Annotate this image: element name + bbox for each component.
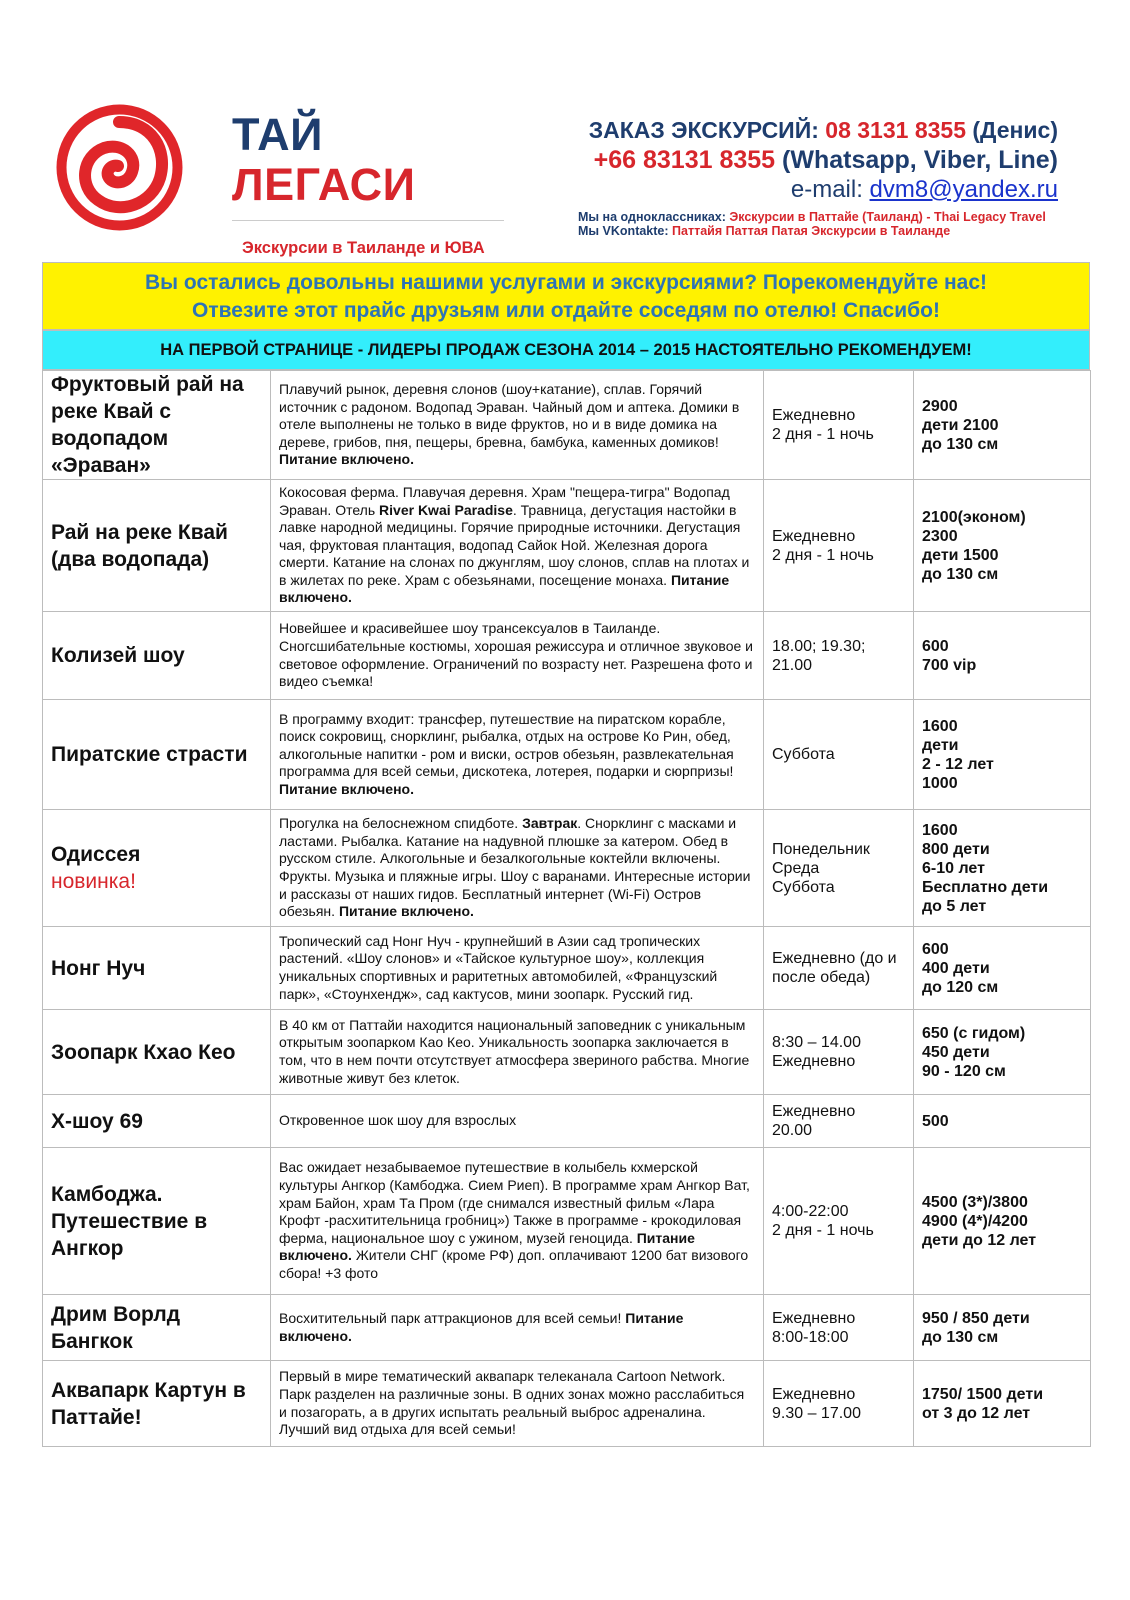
desc-pre: Прогулка на белоснежном спидботе.: [279, 815, 519, 832]
odnoklassniki-line: [578, 210, 1046, 224]
table-row: [43, 1095, 1091, 1148]
intl-phone-line: [538, 144, 1058, 176]
desc-text: Тропический сад Нонг Нуч - крупнейший в Азии сад тропических растений. «Шоу слонов» и «Тайское культурное шоу», коллекция уникальных спортивных и раритетных автомобилей, «Французский парк», «Стоунхендж», сад кактусов, мини зоопарк. Русский гид.: [279, 932, 718, 1002]
tour-description: [271, 700, 764, 810]
desc-bold: Питание включено.: [338, 903, 474, 920]
tour-price: 4500 (3*)/3800 4900 (4*)/4200 дети до 12 лет: [914, 1148, 1091, 1295]
desc-bold: Питание включено.: [279, 1309, 684, 1344]
bestsellers-banner: НА ПЕРВОЙ СТРАНИЦЕ - ЛИДЕРЫ ПРОДАЖ СЕЗОНА 2014 – 2015 НАСТОЯТЕЛЬНО РЕКОМЕНДУЕМ!: [42, 330, 1090, 370]
tour-name: [43, 810, 271, 927]
tour-schedule: Суббота: [764, 700, 914, 810]
tour-price: 1600 800 дети 6-10 лет Бесплатно дети до 5 лет: [914, 810, 1091, 927]
tour-schedule: Понедельник Среда Суббота: [764, 810, 914, 927]
recommend-line-1: Вы остались довольны нашими услугами и экскурсиями? Порекомендуйте нас!: [145, 271, 987, 294]
tour-price: 1600 дети 2 - 12 лет 1000: [914, 700, 1091, 810]
recommend-line-2: Отвезите этот прайс друзьям или отдайте соседям по отелю! Спасибо!: [192, 299, 940, 322]
order-line: [538, 116, 1058, 144]
vkontakte-line: [578, 224, 1046, 238]
table-row: [43, 480, 1091, 612]
email-label: e-mail:: [790, 176, 863, 203]
tour-description: [271, 371, 764, 480]
brand-subtitle: Экскурсии в Таиланде и ЮВА: [242, 239, 485, 257]
tour-schedule: Ежедневно 20.00: [764, 1095, 914, 1148]
brand-block: [232, 110, 512, 258]
tour-description: [271, 810, 764, 927]
desc-mid-bold: Завтрак: [522, 815, 578, 832]
recommend-banner: [42, 262, 1090, 330]
desc-text: В программу входит: трансфер, путешествие на пиратском корабле, поиск сокровищ, снорклинг, рыбалка, отдых на острове Ко Рин, обед, алкогольные напитки - ром и виски, остров обезьян, развлекательная программа для всей семьи, дискотека, лотерея, подарки и сюрпризы!: [279, 710, 734, 780]
ok-link[interactable]: Экскурсии в Паттайе (Таиланд) - Thai Legacy Travel: [729, 210, 1046, 224]
tour-schedule: 18.00; 19.30; 21.00: [764, 612, 914, 700]
order-phone[interactable]: 08 3131 8355: [825, 117, 966, 143]
tour-schedule: 8:30 – 14.00 Ежедневно: [764, 1010, 914, 1095]
desc-post: Жители СНГ (кроме РФ) доп. оплачивают 1200 бат визового сбора! +3 фото: [279, 1247, 749, 1281]
desc-text: В 40 км от Паттайи находится национальный заповедник с уникальным открытым зоопарком Као Кео. Уникальность зоопарка заключается в том, что в нем почти отсутствует атмосфера звериного рабства. Многие животные живут без клеток.: [279, 1016, 750, 1086]
email-link[interactable]: dvm8@yandex.ru: [869, 176, 1058, 203]
intl-phone[interactable]: +66 83131 8355: [593, 146, 776, 174]
vk-label: Мы VKontakte:: [578, 224, 669, 238]
tour-name: Зоопарк Кхао Кео: [43, 1010, 271, 1095]
desc-mid-bold: River Kwai Paradise: [379, 501, 513, 518]
desc-bold: Питание включено.: [279, 571, 730, 606]
tour-description: [271, 1295, 764, 1361]
brand-name: [232, 110, 512, 210]
tour-name: Фруктовый рай на реке Квай с водопадом «Эраван»: [43, 371, 271, 480]
tour-price: 2100(эконом) 2300 дети 1500 до 130 см: [914, 480, 1091, 612]
tour-name: Х-шоу 69: [43, 1095, 271, 1148]
desc-bold: Питание включено.: [279, 1229, 695, 1264]
desc-bold: Питание включено.: [279, 780, 414, 797]
spiral-logo-icon: [52, 100, 187, 235]
tour-name: Колизей шоу: [43, 612, 271, 700]
table-row: [43, 612, 1091, 700]
tour-name: Нонг Нуч: [43, 927, 271, 1010]
tour-name: Пиратские страсти: [43, 700, 271, 810]
tour-schedule: Ежедневно (до и после обеда): [764, 927, 914, 1010]
table-row: [43, 371, 1091, 480]
tour-schedule: 4:00-22:00 2 дня - 1 ночь: [764, 1148, 914, 1295]
brand-name-part2: ЛЕГАСИ: [232, 159, 416, 210]
ok-label: Мы на одноклассниках:: [578, 210, 726, 224]
desc-text: . Снорклинг с масками и ластами. Рыбалка. Катание на надувной плюшке за катером. Обед в русском стиле. Алкогольные и безалкогольные коктейли включены. Фрукты. Музыка и пляжные игры. Шоу с варанами. Интересные истории и рассказы от наших гидов. Бесплатный интернет (Wi-Fi) Остров обезьян.: [279, 815, 751, 920]
desc-text: Восхитительный парк аттракционов для всей семьи!: [279, 1309, 622, 1326]
tour-price: 650 (с гидом) 450 дети 90 - 120 см: [914, 1010, 1091, 1095]
order-person: (Денис): [972, 117, 1058, 143]
desc-text: Откровенное шок шоу для взрослых: [279, 1112, 517, 1129]
new-badge: новинка!: [51, 870, 136, 893]
tour-description: [271, 927, 764, 1010]
tour-name-text: Одиссея: [51, 843, 141, 866]
desc-text: Новейшее и красивейшее шоу трансексуалов в Таиланде. Сногсшибательные костюмы, хорошая режиссура и отличное звуковое и световое оформление. Ограничений по возрасту нет. Разрешена фото и видео съемка!: [279, 620, 753, 690]
tour-schedule: Ежедневно 8:00-18:00: [764, 1295, 914, 1361]
order-label: ЗАКАЗ ЭКСКУРСИЙ:: [588, 117, 819, 143]
tour-description: [271, 1361, 764, 1447]
tour-schedule: Ежедневно 9.30 – 17.00: [764, 1361, 914, 1447]
brand-name-part1: ТАЙ: [232, 109, 323, 160]
tour-description: [271, 1095, 764, 1148]
social-links: [578, 210, 1046, 238]
table-row: [43, 1148, 1091, 1295]
desc-text: Плавучий рынок, деревня слонов (шоу+катание), сплав. Горячий источник с радоном. Водопад Эраван. Чайный дом и аптека. Домики в отеле выполнены не только в виде фруктов, но и в виде домика на дереве, грибов, пня, пещеры, бревна, бамбука, каменных домиков!: [279, 381, 740, 450]
tour-schedule: Ежедневно 2 дня - 1 ночь: [764, 371, 914, 480]
tours-table: [42, 370, 1091, 1447]
tour-price: 2900 дети 2100 до 130 см: [914, 371, 1091, 480]
table-row: [43, 700, 1091, 810]
tour-description: [271, 612, 764, 700]
tour-description: [271, 480, 764, 612]
tour-price: 950 / 850 дети до 130 см: [914, 1295, 1091, 1361]
email-line: [538, 176, 1058, 204]
table-row: [43, 1295, 1091, 1361]
tour-price: 600 700 vip: [914, 612, 1091, 700]
desc-text: . Травница, дегустация настойки в лавке народной медицины. Горячие природные источники. Дегустация чая, фруктовая плантация, водопад Сайок Ной. Железная дорога смерти. Катание на слонах по джунглям, шоу слонов, сплав на плотах и в жилетах по реке. Храм с обезьянами, посещение монаха.: [279, 501, 750, 588]
tour-name: Рай на реке Квай (два водопада): [43, 480, 271, 612]
tour-price: 600 400 дети до 120 см: [914, 927, 1091, 1010]
desc-text: Первый в мире тематический аквапарк телеканала Cartoon Network. Парк разделен на различные зоны. В одних зонах можно расслабиться и позагорать, а в других испытать реальный выброс адреналина. Лучший вид отдыха для всей семьи!: [279, 1368, 745, 1438]
contacts-block: [538, 116, 1058, 204]
tour-schedule: Ежедневно 2 дня - 1 ночь: [764, 480, 914, 612]
desc-pre: Кокосовая ферма. Плавучая деревня. Храм "пещера-тигра" Водопад Эраван. Отель: [279, 483, 730, 518]
tour-price: 1750/ 1500 дети от 3 до 12 лет: [914, 1361, 1091, 1447]
tour-name: Дрим Ворлд Бангкок: [43, 1295, 271, 1361]
tour-description: [271, 1148, 764, 1295]
tour-price: 500: [914, 1095, 1091, 1148]
desc-text: Вас ожидает незабываемое путешествие в колыбель кхмерской культуры Ангкор (Камбоджа. Сием Риеп). В программе храм Ангкор Ват, храм Байон, храм Та Пром (где снимался известный фильм «Лара Крофт -расхитительница гробниц») Также в программе - крокодиловая ферма, национальное шоу с ужином, музей геноцида.: [279, 1159, 750, 1246]
vk-link[interactable]: Паттайя Паттая Патая Экскурсии в Таиланде: [672, 224, 951, 238]
table-row: [43, 810, 1091, 927]
tour-name: Аквапарк Картун в Паттайе!: [43, 1361, 271, 1447]
desc-bold: Питание включено.: [279, 451, 414, 468]
tour-name: Камбоджа. Путешествие в Ангкор: [43, 1148, 271, 1295]
table-row: [43, 1361, 1091, 1447]
brand-divider: [232, 220, 504, 221]
messengers-list: (Whatsapp, Viber, Line): [782, 146, 1058, 174]
table-row: [43, 1010, 1091, 1095]
tour-description: [271, 1010, 764, 1095]
table-row: [43, 927, 1091, 1010]
